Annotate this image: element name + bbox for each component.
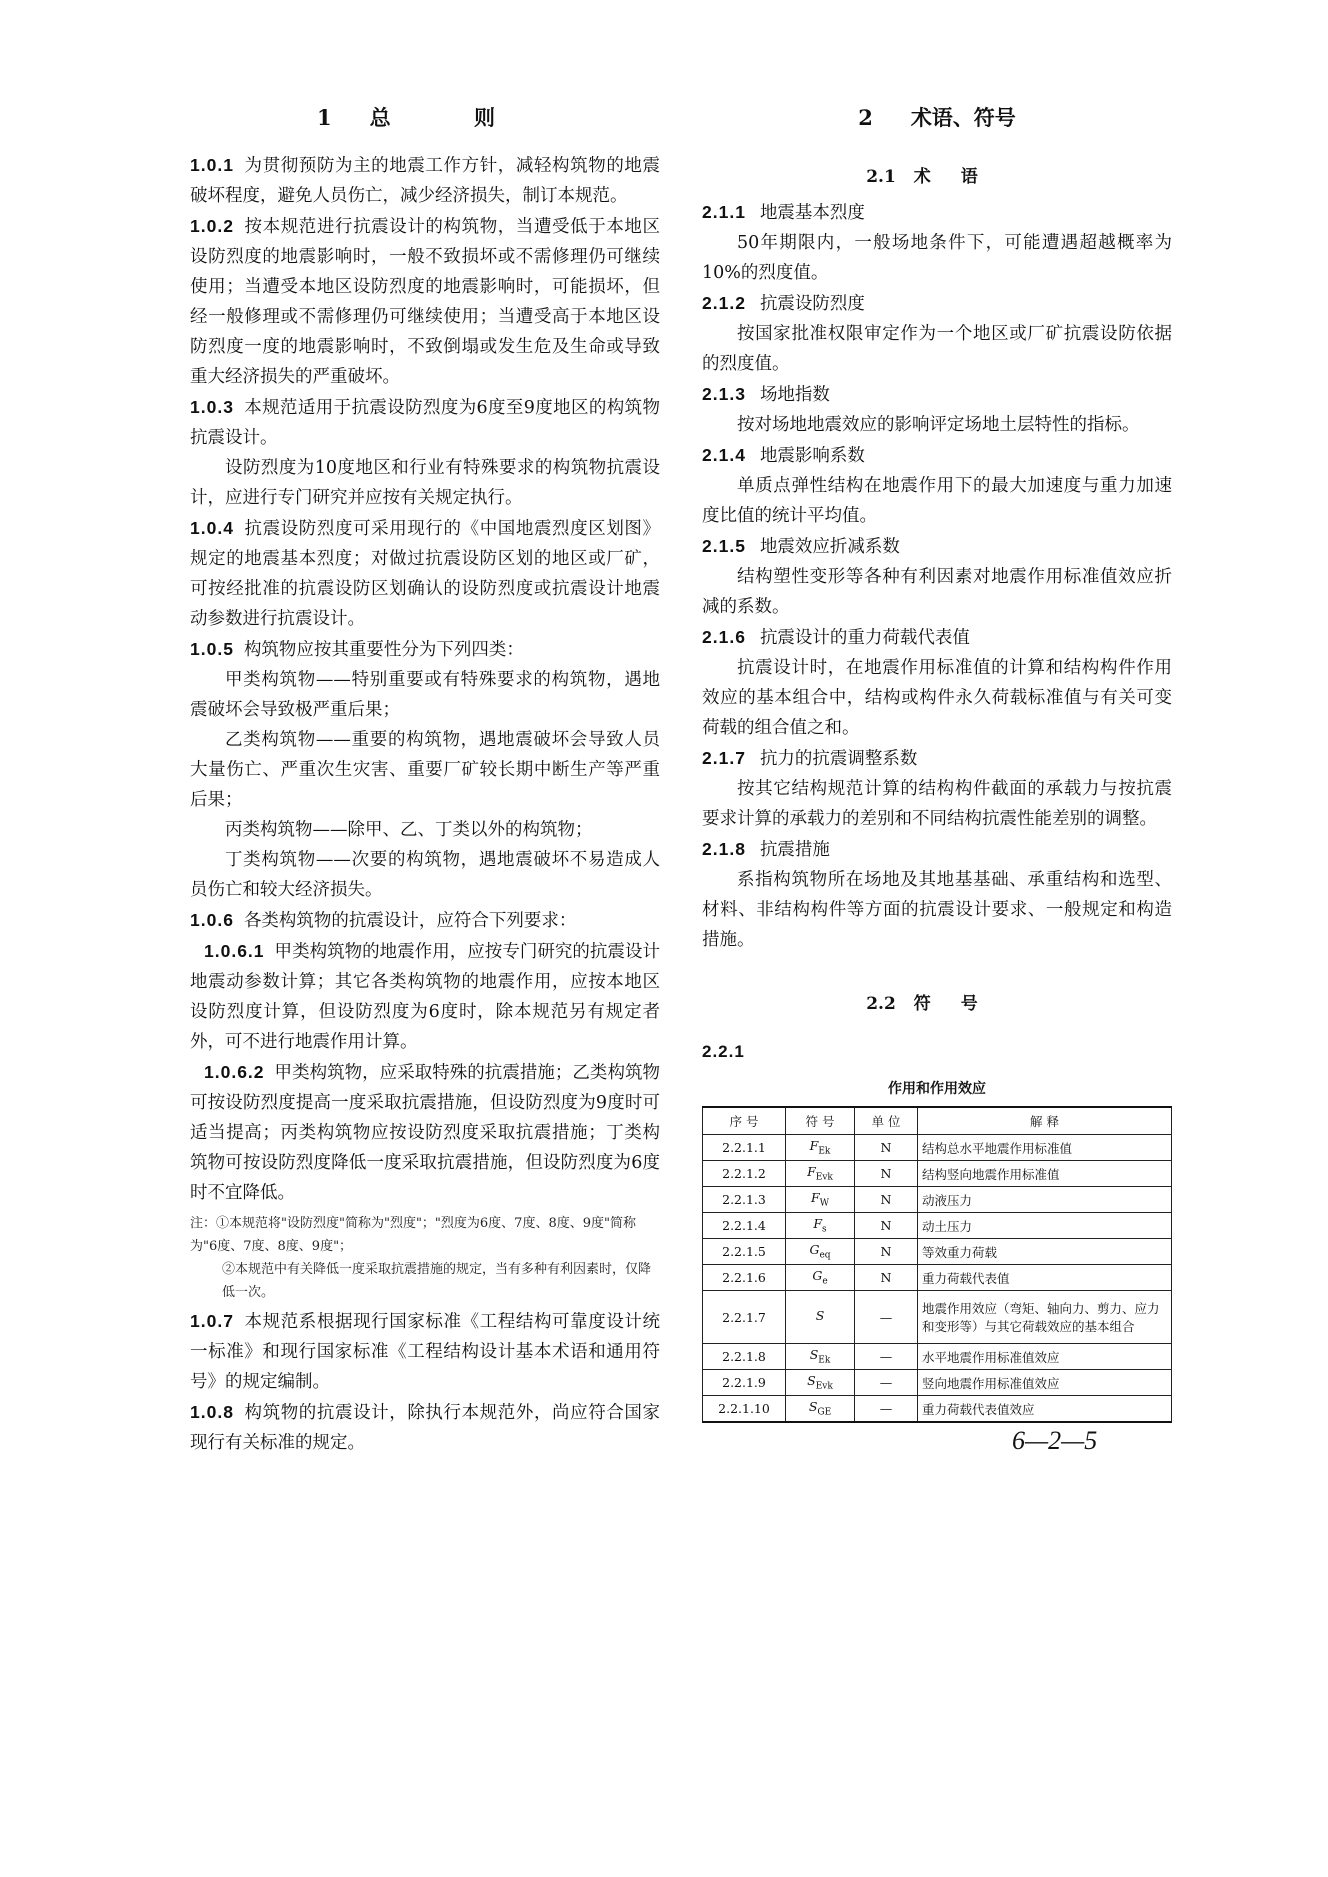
clause-1-0-3-para2: 设防烈度为10度地区和行业有特殊要求的构筑物抗震设计，应进行专门研究并应按有关规定执行。	[190, 458, 660, 508]
cell-no: 2.2.1.8	[703, 1344, 786, 1370]
category-item-c: 丙类构筑物——除甲、乙、丁类以外的构筑物；	[225, 820, 593, 840]
clause-text: 甲类构筑物的地震作用，应按专门研究的抗震设计地震动参数计算；其它各类构筑物的地震作用，应按本地区设防烈度计算，但设防烈度为6度时，除本规范另有规定者外，可不进行地震作用计算。	[190, 942, 660, 1052]
term-title: 抗震设计的重力荷载代表值	[759, 628, 970, 648]
term-number: 2.1.6	[702, 627, 746, 647]
cell-unit: N	[855, 1161, 918, 1187]
note-block	[190, 1212, 660, 1304]
cell-no: 2.2.1.7	[703, 1291, 786, 1344]
header-description: 解 释	[918, 1107, 1172, 1135]
term-title: 抗震措施	[759, 840, 830, 860]
cell-symbol	[786, 1396, 855, 1423]
chapter-title: 总 则	[369, 105, 533, 130]
symbol-subscript: eq	[819, 1250, 831, 1261]
clause-number: 1.0.4	[190, 518, 234, 538]
term-title: 地震效应折减系数	[759, 537, 900, 557]
cell-symbol	[786, 1135, 855, 1161]
cell-description: 结构总水平地震作用标准值	[918, 1135, 1172, 1161]
term-heading	[702, 743, 1172, 774]
cell-unit: N	[855, 1213, 918, 1239]
term-number: 2.1.5	[702, 536, 746, 556]
term-number: 2.1.2	[702, 293, 746, 313]
section-number: 2.1	[866, 167, 896, 187]
section-2-2-heading	[702, 989, 1172, 1014]
cell-unit: —	[855, 1396, 918, 1423]
symbol-letter: F	[809, 1138, 819, 1154]
section-2-1-heading	[702, 162, 1172, 187]
table-row	[703, 1187, 1172, 1213]
clause-number: 1.0.3	[190, 397, 234, 417]
right-column	[702, 0, 1172, 1423]
note-2: ②本规范中有关降低一度采取抗震措施的规定，当有多种有利因素时，仅降低一次。	[222, 1262, 652, 1300]
cell-unit: —	[855, 1370, 918, 1396]
table-row	[703, 1135, 1172, 1161]
table-row	[703, 1291, 1172, 1344]
cell-no: 2.2.1.3	[703, 1187, 786, 1213]
cell-no: 2.2.1.10	[703, 1396, 786, 1423]
cell-unit: —	[855, 1344, 918, 1370]
chapter-number: 2	[858, 105, 873, 130]
cell-symbol	[786, 1344, 855, 1370]
cell-description: 动土压力	[918, 1213, 1172, 1239]
symbol-subscript: Evk	[815, 1172, 833, 1183]
cell-no: 2.2.1.5	[703, 1239, 786, 1265]
symbol-letter: F	[811, 1190, 820, 1206]
chapter-number: 1	[317, 105, 332, 130]
term-definition: 抗震设计时，在地震作用标准值的计算和结构构件作用效应的基本组合中，结构或构件永久荷载标准值与有关可变荷载的组合值之和。	[702, 658, 1172, 738]
table-row	[703, 1396, 1172, 1423]
term-definition: 50年期限内，一般场地条件下，可能遭遇超越概率为10%的烈度值。	[702, 233, 1172, 283]
clause-text: 各类构筑物的抗震设计，应符合下列要求：	[243, 911, 577, 931]
page-number: 6—2—5	[1012, 1426, 1098, 1455]
clause-text: 为贯彻预防为主的地震工作方针，减轻构筑物的地震破坏程度，避免人员伤亡，减少经济损失，制订本规范。	[190, 156, 660, 206]
clause-1-0-1	[190, 150, 660, 211]
symbol-letter: F	[813, 1216, 823, 1232]
chapter-title: 术语、符号	[910, 105, 1016, 130]
cell-no: 2.2.1.2	[703, 1161, 786, 1187]
cell-symbol	[786, 1187, 855, 1213]
cell-description: 水平地震作用标准值效应	[918, 1344, 1172, 1370]
clause-1-0-2	[190, 211, 660, 392]
clause-2-2-1: 2.2.1	[702, 1042, 745, 1061]
clause-text: 本规范适用于抗震设防烈度为6度至9度地区的构筑物抗震设计。	[190, 398, 660, 448]
cell-unit: N	[855, 1239, 918, 1265]
clause-1-0-7	[190, 1306, 660, 1397]
symbol-letter: G	[812, 1268, 823, 1284]
cell-no: 2.2.1.1	[703, 1135, 786, 1161]
symbol-letter: S	[807, 1373, 816, 1389]
term-definition: 按其它结构规范计算的结构构件截面的承载力与按抗震要求计算的承载力的差别和不同结构抗震性能差别的调整。	[702, 779, 1172, 829]
clause-1-0-8	[190, 1397, 660, 1458]
term-heading	[702, 379, 1172, 410]
symbol-subscript: Ek	[818, 1146, 831, 1157]
term-number: 2.1.4	[702, 445, 746, 465]
symbol-letter: S	[815, 1307, 825, 1323]
clause-text: 抗震设防烈度可采用现行的《中国地震烈度区划图》规定的地震基本烈度；对做过抗震设防区划的地区或厂矿，可按经批准的抗震设防区划确认的设防烈度或抗震设计地震动参数进行抗震设计。	[190, 519, 660, 629]
term-definition: 单质点弹性结构在地震作用下的最大加速度与重力加速度比值的统计平均值。	[702, 476, 1172, 526]
term-heading	[702, 834, 1172, 865]
term-title: 场地指数	[759, 385, 830, 405]
section-title: 符号	[913, 994, 1008, 1014]
category-item-b: 乙类构筑物——重要的构筑物，遇地震破坏会导致人员大量伤亡、严重次生灾害、重要厂矿较长期中断生产等严重后果；	[190, 730, 660, 810]
header-no: 序 号	[703, 1107, 786, 1135]
section-number: 2.2	[866, 994, 896, 1014]
clause-number: 1.0.7	[190, 1311, 234, 1331]
symbols-table	[702, 1106, 1172, 1423]
table-row	[703, 1213, 1172, 1239]
clause-number: 1.0.5	[190, 639, 234, 659]
clause-text: 甲类构筑物，应采取特殊的抗震措施；乙类构筑物可按设防烈度提高一度采取抗震措施，但设防烈度为9度时可适当提高；丙类构筑物应按设防烈度采取抗震措施；丁类构筑物可按设防烈度降低一度采取抗震措施，但设防烈度为6度时不宜降低。	[190, 1063, 660, 1203]
clause-1-0-6-2	[190, 1057, 660, 1208]
table-row	[703, 1239, 1172, 1265]
clause-1-0-6-1	[190, 936, 660, 1057]
clause-number: 1.0.6.2	[204, 1062, 265, 1082]
symbol-letter: G	[809, 1242, 820, 1258]
cell-description: 地震作用效应（弯矩、轴向力、剪力、应力和变形等）与其它荷载效应的基本组合	[918, 1291, 1172, 1344]
clause-number: 1.0.1	[190, 155, 234, 175]
cell-symbol	[786, 1161, 855, 1187]
note-text: ①本规范将"设防烈度"简称为"烈度"；"烈度为6度、7度、8度、9度"简称为"6度、7度、8度、9度"；	[190, 1216, 636, 1254]
chapter-2-heading	[702, 0, 1172, 128]
term-title: 抗震设防烈度	[759, 294, 865, 314]
cell-symbol	[786, 1291, 855, 1344]
table-row	[703, 1265, 1172, 1291]
cell-description: 竖向地震作用标准值效应	[918, 1370, 1172, 1396]
cell-symbol	[786, 1370, 855, 1396]
symbol-subscript: W	[819, 1198, 829, 1209]
clause-1-0-6	[190, 905, 660, 936]
note-label: 注：	[190, 1216, 217, 1231]
term-number: 2.1.7	[702, 748, 746, 768]
cell-description: 动液压力	[918, 1187, 1172, 1213]
term-heading	[702, 440, 1172, 471]
symbol-letter: S	[809, 1347, 819, 1363]
table-row	[703, 1370, 1172, 1396]
term-definition: 按国家批准权限审定作为一个地区或厂矿抗震设防依据的烈度值。	[702, 324, 1172, 374]
cell-unit: —	[855, 1291, 918, 1344]
symbol-subscript: GE	[817, 1407, 832, 1418]
clause-number: 1.0.8	[190, 1402, 234, 1422]
term-title: 地震影响系数	[759, 446, 865, 466]
section-title: 术语	[913, 167, 1008, 187]
clause-text: 按本规范进行抗震设计的构筑物，当遭受低于本地区设防烈度的地震影响时，一般不致损坏或不需修理仍可继续使用；当遭受本地区设防烈度的地震影响时，可能损坏，但经一般修理或不需修理仍可继续使用；当遭受高于本地区设防烈度一度的地震影响时，不致倒塌或发生危及生命或导致重大经济损失的严重破坏。	[190, 217, 660, 387]
cell-description: 结构竖向地震作用标准值	[918, 1161, 1172, 1187]
clause-1-0-5	[190, 634, 660, 665]
term-definition: 结构塑性变形等各种有利因素对地震作用标准值效应折减的系数。	[702, 567, 1172, 617]
term-number: 2.1.3	[702, 384, 746, 404]
cell-no: 2.2.1.4	[703, 1213, 786, 1239]
clause-number: 1.0.6	[190, 910, 234, 930]
cell-unit: N	[855, 1265, 918, 1291]
symbol-subscript: e	[822, 1276, 828, 1287]
table-caption: 作用和作用效应	[888, 1081, 986, 1097]
cell-description: 等效重力荷载	[918, 1239, 1172, 1265]
category-item-d: 丁类构筑物——次要的构筑物，遇地震破坏不易造成人员伤亡和较大经济损失。	[190, 850, 660, 900]
term-heading	[702, 531, 1172, 562]
header-symbol: 符 号	[786, 1107, 855, 1135]
terms-list	[702, 197, 1172, 955]
cell-symbol	[786, 1265, 855, 1291]
cell-unit: N	[855, 1135, 918, 1161]
term-title: 抗力的抗震调整系数	[759, 749, 918, 769]
term-heading	[702, 288, 1172, 319]
cell-symbol	[786, 1239, 855, 1265]
cell-no: 2.2.1.6	[703, 1265, 786, 1291]
header-unit: 单 位	[855, 1107, 918, 1135]
cell-description: 重力荷载代表值效应	[918, 1396, 1172, 1423]
clause-number: 1.0.2	[190, 216, 234, 236]
symbol-letter: S	[808, 1399, 818, 1415]
cell-no: 2.2.1.9	[703, 1370, 786, 1396]
category-item-a: 甲类构筑物——特别重要或有特殊要求的构筑物，遇地震破坏会导致极严重后果；	[190, 670, 660, 720]
clause-text: 构筑物应按其重要性分为下列四类：	[243, 640, 524, 660]
clause-1-0-3	[190, 392, 660, 453]
chapter-1-heading	[190, 0, 660, 128]
term-heading	[702, 622, 1172, 653]
clause-text: 构筑物的抗震设计，除执行本规范外，尚应符合国家现行有关标准的规定。	[190, 1403, 660, 1453]
cell-description: 重力荷载代表值	[918, 1265, 1172, 1291]
cell-symbol	[786, 1213, 855, 1239]
symbol-subscript: s	[822, 1224, 827, 1235]
clause-1-0-4	[190, 513, 660, 634]
term-definition: 按对场地地震效应的影响评定场地土层特性的指标。	[737, 415, 1140, 435]
left-column	[190, 0, 660, 1458]
table-row	[703, 1161, 1172, 1187]
note-1	[190, 1212, 660, 1258]
cell-unit: N	[855, 1187, 918, 1213]
table-header-row	[703, 1107, 1172, 1135]
term-heading	[702, 197, 1172, 228]
term-title: 地震基本烈度	[759, 203, 865, 223]
table-row	[703, 1344, 1172, 1370]
term-number: 2.1.1	[702, 202, 746, 222]
symbol-letter: F	[807, 1164, 816, 1180]
clause-text: 本规范系根据现行国家标准《工程结构可靠度设计统一标准》和现行国家标准《工程结构设计基本术语和通用符号》的规定编制。	[190, 1312, 660, 1392]
symbol-subscript: Evk	[815, 1381, 833, 1392]
term-definition: 系指构筑物所在场地及其地基基础、承重结构和选型、材料、非结构构件等方面的抗震设计要求、一般规定和构造措施。	[702, 870, 1172, 950]
term-number: 2.1.8	[702, 839, 746, 859]
clause-number: 1.0.6.1	[204, 941, 265, 961]
symbol-subscript: Ek	[818, 1355, 831, 1366]
